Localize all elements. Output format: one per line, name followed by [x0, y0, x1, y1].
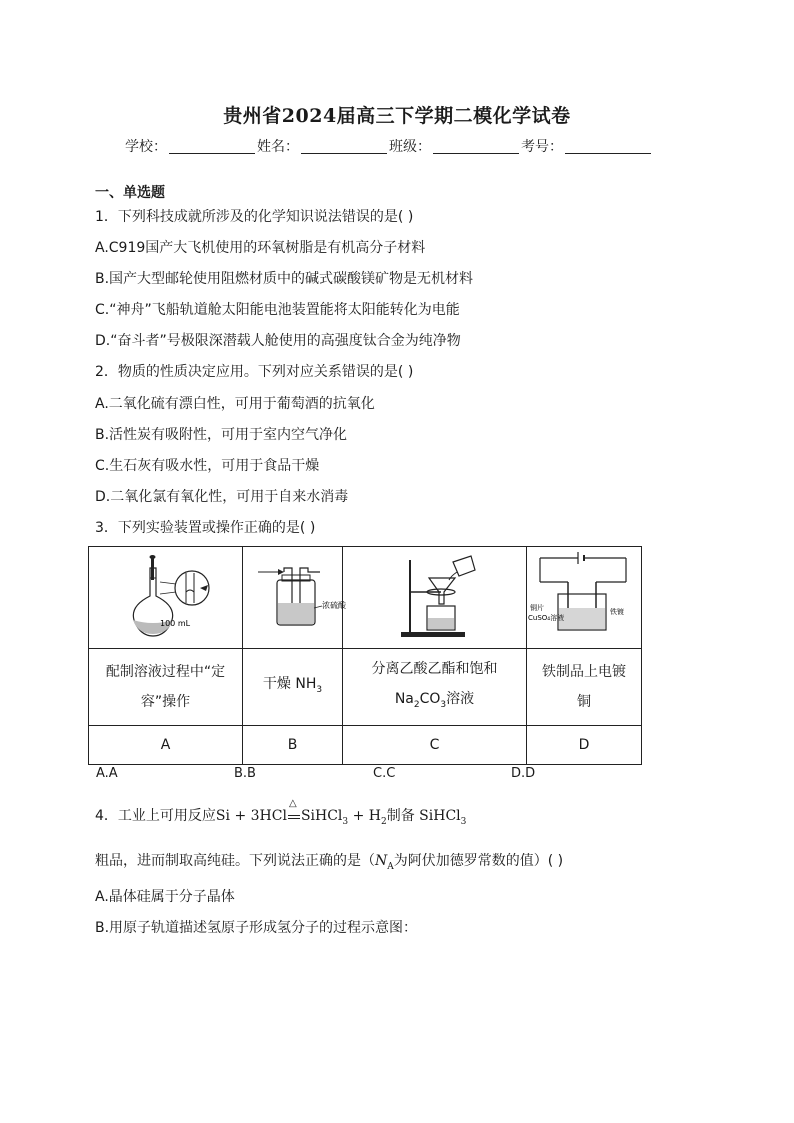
- na-sub: 2: [413, 699, 420, 710]
- q3-option-c[interactable]: C.C: [373, 766, 396, 781]
- co-text: CO: [419, 691, 441, 708]
- iron-label: 铁镀: [610, 608, 624, 616]
- name-blank[interactable]: [301, 139, 387, 154]
- gas-washing-bottle-illustration: [244, 548, 346, 643]
- id-blank[interactable]: [565, 139, 651, 154]
- heat-symbol: △: [288, 798, 297, 809]
- class-label: 班级：: [389, 139, 431, 155]
- flask-volume-label: 100 mL: [159, 619, 190, 628]
- option-a-description: [89, 649, 243, 726]
- q4-eq-arrow: [287, 798, 301, 824]
- option-b-desc-sub: 3: [316, 684, 323, 695]
- school-blank[interactable]: [169, 139, 255, 154]
- id-label: 考号：: [521, 139, 563, 155]
- q4-option-a: A.晶体硅属于分子晶体: [95, 889, 235, 905]
- apparatus-d-cell: [527, 547, 642, 649]
- page-title: 贵州省2024届高三下学期二模化学试卷: [223, 105, 571, 127]
- label-c: C: [343, 726, 527, 765]
- solution-text: 溶液: [446, 691, 475, 708]
- acid-label: 浓硫酸: [321, 601, 346, 610]
- option-c-desc-line1: 分离乙酸乙酯和饱和: [371, 661, 498, 678]
- separation-funnel-illustration: [345, 548, 525, 643]
- cuso4-label: CuSO₄溶液: [528, 614, 565, 622]
- class-blank[interactable]: [433, 139, 519, 154]
- q3-option-b[interactable]: B.B: [234, 766, 256, 781]
- volumetric-flask-illustration: [96, 548, 236, 643]
- q2-option-d: D.二氧化氯有氧化性，可用于自来水消毒: [95, 489, 349, 505]
- avogadro-symbol: N: [375, 853, 388, 869]
- q2-option-c: C.生石灰有吸水性，可用于食品干燥: [95, 458, 320, 474]
- option-d-desc-line1: 铁制品上电镀: [542, 664, 626, 680]
- option-c-desc-line2: [343, 684, 526, 720]
- option-b-desc-text: 干燥 NH: [262, 676, 317, 693]
- option-b-description: [243, 649, 343, 726]
- na-text: Na: [394, 691, 414, 708]
- q4-product: SiHCl: [419, 808, 461, 824]
- school-label: 学校：: [125, 139, 167, 155]
- q4-line2-b: 为阿伏加德罗常数的值）( ): [393, 853, 564, 869]
- q4-option-b: B.用原子轨道描述氢原子形成氢分子的过程示意图：: [95, 920, 418, 936]
- apparatus-a-cell: [89, 547, 243, 649]
- option-a-desc-line2: 容”操作: [140, 694, 191, 710]
- avogadro-sub: A: [387, 861, 394, 872]
- q1-option-a: A.C919国产大飞机使用的环氧树脂是有机高分子材料: [95, 240, 426, 256]
- name-label: 姓名：: [257, 139, 299, 155]
- q3-option-a[interactable]: A.A: [96, 766, 118, 781]
- option-c-description: [343, 649, 527, 726]
- co-sub: 3: [440, 699, 447, 710]
- q4-eq-sub3: 3: [342, 816, 349, 827]
- q4-eq-sihcl: SiHCl: [300, 808, 343, 824]
- electroplating-cell-illustration: [528, 548, 640, 643]
- q2-option-a: A.二氧化硫有漂白性，可用于葡萄酒的抗氧化: [95, 396, 375, 412]
- option-a-desc-line1: 配制溶液过程中“定: [105, 664, 226, 680]
- q3-apparatus-table: [88, 546, 642, 765]
- q4-prefix: 4．工业上可用反应: [95, 808, 216, 824]
- copper-label: 铜片: [530, 604, 544, 612]
- option-d-desc-line2: 铜: [577, 694, 591, 710]
- student-info-row: [125, 136, 653, 156]
- label-b: B: [243, 726, 343, 765]
- q1-option-b: B.国产大型邮轮使用阻燃材质中的碱式碳酸镁矿物是无机材料: [95, 271, 474, 287]
- q4-stem-line1: [95, 798, 467, 827]
- q3-option-d[interactable]: D.D: [511, 766, 536, 781]
- q3-stem: 3．下列实验装置或操作正确的是( ): [95, 520, 316, 536]
- q4-mid: 制备: [386, 808, 415, 824]
- q4-product-sub: 3: [460, 816, 467, 827]
- option-d-description: [527, 649, 642, 726]
- q4-eq-reactants: Si + 3HCl: [215, 808, 287, 824]
- q4-line2-a: 粗品，进而制取高纯硅。下列说法正确的是（: [95, 853, 375, 869]
- apparatus-b-cell: [243, 547, 346, 649]
- q1-option-c: C.“神舟”飞船轨道舱太阳能电池装置能将太阳能转化为电能: [95, 302, 460, 318]
- label-a: A: [89, 726, 243, 765]
- q4-eq-sub2: 2: [380, 816, 387, 827]
- q1-stem: 1．下列科技成就所涉及的化学知识说法错误的是( ): [95, 209, 414, 225]
- q2-option-b: B.活性炭有吸附性，可用于室内空气净化: [95, 427, 348, 443]
- section-heading: 一、单选题: [95, 185, 165, 201]
- apparatus-c-cell: [343, 547, 527, 649]
- q4-eq-h: + H: [348, 808, 381, 824]
- label-d: D: [527, 726, 642, 765]
- q2-stem: 2．物质的性质决定应用。下列对应关系错误的是( ): [95, 364, 414, 380]
- q1-option-d: D.“奋斗者”号极限深潜载人舱使用的高强度钛合金为纯净物: [95, 333, 461, 349]
- q4-stem-line2: [95, 850, 563, 872]
